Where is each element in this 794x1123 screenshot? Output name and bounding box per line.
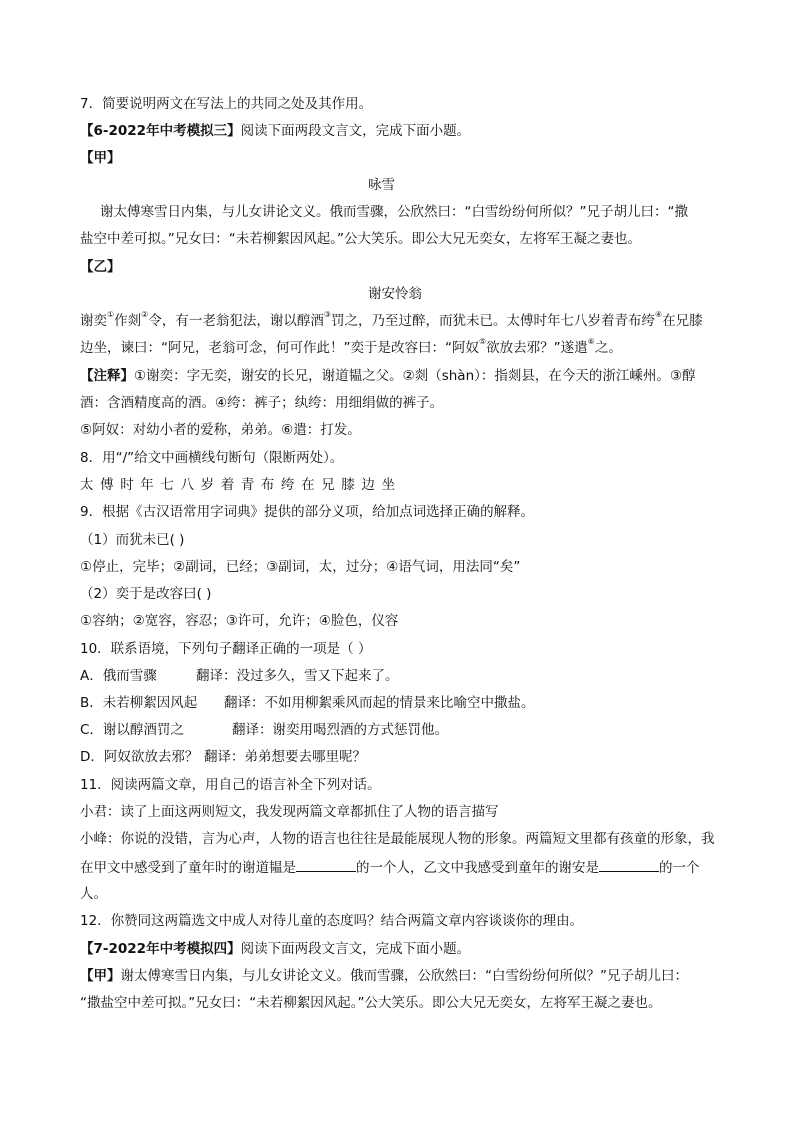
set7-heading [80, 939, 470, 959]
set6-tag: 【6-2022年中考模拟三】 [80, 123, 241, 139]
option-translation: 翻译：不如用柳絮乘风而起的情景来比喻空中撒盐。 [224, 695, 535, 711]
set6-heading [80, 121, 470, 141]
question-11: 11．阅读两篇文章，用自己的语言补全下列对话。 [80, 777, 381, 793]
set6-yi-line1 [80, 311, 703, 331]
question-7: 7．简要说明两文在写法上的共同之处及其作用。 [80, 96, 373, 112]
set7-jia-label: 【甲】 [80, 968, 121, 984]
question-10-option-d [80, 747, 366, 767]
set6-jia-line2: 盐空中差可拟。”兄女曰：“未若柳絮因风起。”公大笑乐。即公大兄无奕女，左将军王凝之妻也。 [80, 231, 641, 247]
dialog-text: 在甲文中感受到了童年时的谢道韫是 [80, 860, 296, 876]
set6-jia-title: 咏雪 [368, 177, 395, 193]
footnote-marker: ③ [323, 310, 332, 319]
set6-notes-line1 [80, 366, 695, 386]
set6-notes-line3: ⑤阿奴：对幼小者的爱称，弟弟。⑥遣：打发。 [80, 422, 361, 438]
question-9-sub2: （2）奕于是改容曰( ) [80, 586, 212, 602]
question-12: 12．你赞同这两篇选文中成人对待儿童的态度吗？结合两篇文章内容谈谈你的理由。 [80, 913, 584, 929]
question-9-options1: ①停止，完毕；②副词，已经；③副词，太，过分；④语气词，用法同“矣” [80, 559, 521, 575]
dialog-text: 的一个人，乙文中我感受到童年的谢安是 [356, 860, 599, 876]
option-translation: 翻译：没过多久，雪又下起来了。 [196, 668, 399, 684]
note-label: 【注释】 [80, 368, 134, 384]
yi-text: 作剡 [114, 313, 142, 329]
yi-text: 欲放去邪？”遂遣 [486, 340, 588, 356]
footnote-marker: ① [107, 310, 115, 319]
question-11-line2: 小峰：你说的没错，言为心声，人物的语言也往往是最能展现人物的形象。两篇短文里都有孩童的形象，我 [80, 831, 715, 847]
answer-blank-1[interactable] [296, 857, 356, 872]
set7-jia-line1 [80, 966, 688, 986]
set6-notes-line2: 酒：含酒精度高的酒。④绔：裤子；纨绔：用细绢做的裤子。 [80, 395, 444, 411]
set6-jia-line1: 谢太傅寒雪日内集，与儿女讲论文义。俄而雪骤，公欣然曰：“白雪纷纷何所似？”兄子胡儿曰：“撒 [100, 204, 688, 220]
set7-jia-text: 谢太傅寒雪日内集，与儿女讲论文义。俄而雪骤，公欣然曰：“白雪纷纷何所似？”兄子胡儿曰： [120, 968, 688, 984]
option-sentence: A．俄而雪骤 [80, 668, 157, 684]
question-11-line4: 人。 [80, 886, 107, 902]
option-translation: 翻译：谢奕用喝烈酒的方式惩罚他。 [232, 722, 448, 738]
note-text: ①谢奕：字无奕，谢安的长兄，谢道韫之父。②剡（shàn）：指剡县，在今天的浙江嵊州。③醇 [134, 368, 696, 384]
footnote-marker: ④ [655, 310, 663, 319]
footnote-marker: ⑤ [478, 337, 487, 346]
question-9-options2: ①容纳；②宽容，容忍；③许可，允许；④脸色，仪容 [80, 613, 399, 629]
yi-text: 令，有一老翁犯法，谢以醇酒 [148, 313, 324, 329]
answer-blank-2[interactable] [599, 857, 659, 872]
yi-text: 在兄膝 [662, 313, 703, 329]
set6-yi-line2 [80, 338, 622, 358]
set6-instruction: 阅读下面两段文言文，完成下面小题。 [240, 123, 471, 139]
question-8-sentence: 太傅时年七八岁着青布绔在兄膝边坐 [80, 477, 402, 493]
question-10: 10．联系语境，下列句子翻译正确的一项是（ ） [80, 641, 372, 657]
option-translation: 翻译：弟弟想要去哪里呢？ [204, 749, 366, 765]
set6-yi-label: 【乙】 [80, 259, 121, 275]
yi-text: 罚之，乃至过醉，而犹未已。太傅时年七八岁着青布绔 [331, 313, 656, 329]
footnote-marker: ⑥ [587, 337, 595, 346]
question-9: 9．根据《古汉语常用字词典》提供的部分义项，给加点词选择正确的解释。 [80, 504, 535, 520]
question-10-option-a [80, 666, 399, 686]
option-sentence: D．阿奴欲放去邪？ [80, 749, 199, 765]
question-9-sub1: （1）而犹未已( ) [80, 532, 185, 548]
question-8: 8．用“/”给文中画横线句断句（限断两处）。 [80, 450, 344, 466]
set7-instruction: 阅读下面两段文言文，完成下面小题。 [240, 941, 471, 957]
option-sentence: C．谢以醇酒罚之 [80, 722, 184, 738]
set7-tag: 【7-2022年中考模拟四】 [80, 941, 241, 957]
question-11-line3 [80, 857, 700, 878]
dialog-text: 的一个 [659, 860, 700, 876]
yi-text: 边坐，谏曰：“阿兄，老翁可念，何可作此！”奕于是改容曰：“阿奴 [80, 340, 479, 356]
footnote-marker: ② [141, 310, 149, 319]
question-10-option-c [80, 720, 448, 740]
question-11-line1: 小君：读了上面这两则短文，我发现两篇文章都抓住了人物的语言描写 [80, 804, 499, 820]
set6-jia-label: 【甲】 [80, 150, 121, 166]
yi-text: 谢奕 [80, 313, 107, 329]
set6-yi-title: 谢安怜翁 [368, 286, 422, 302]
option-sentence: B．未若柳絮因风起 [80, 695, 198, 711]
question-10-option-b [80, 693, 535, 713]
set7-jia-line2: “撒盐空中差可拟。”兄女曰：“未若柳絮因风起。”公大笑乐。即公大兄无奕女，左将军王凝之妻也。 [80, 995, 662, 1011]
yi-text: 之。 [594, 340, 622, 356]
